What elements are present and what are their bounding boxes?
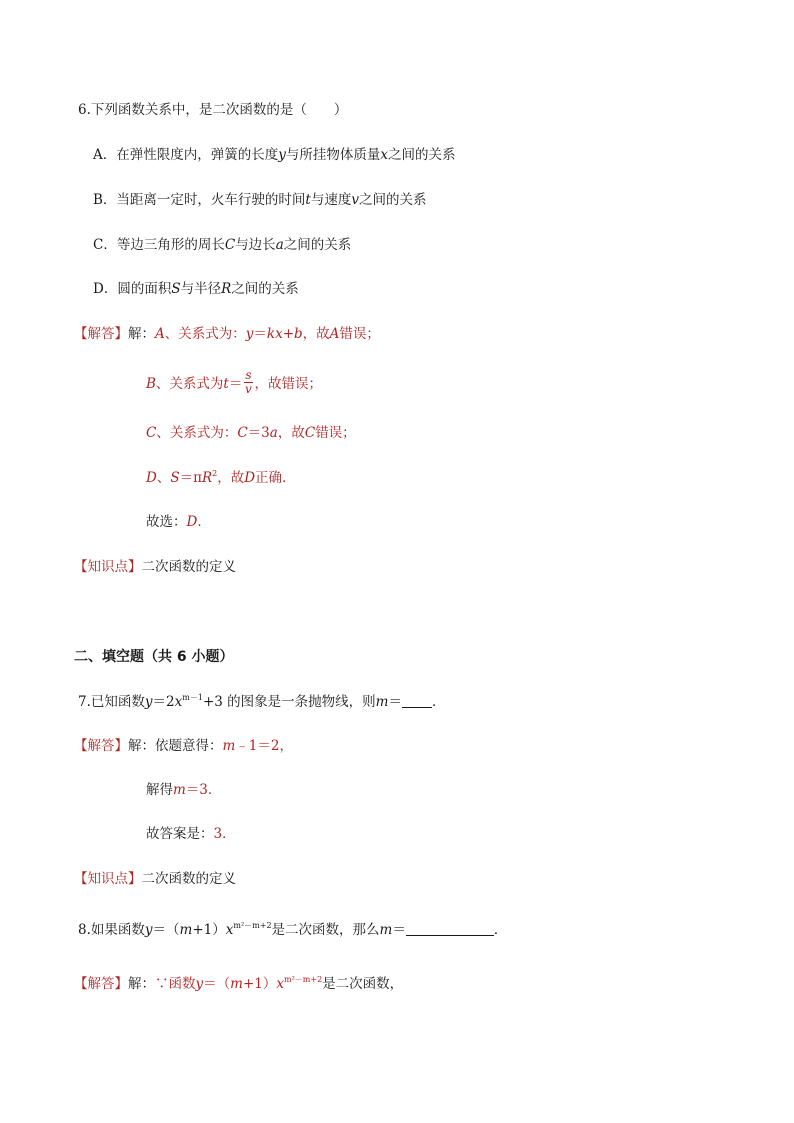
q6-option-b: B．当距离一定时，火车行驶的时间t与速度v之间的关系 [93,192,427,208]
q7-answer-line-2: 解得m＝3． [146,782,222,798]
q6-option-d: D．圆的面积S与半径R之间的关系 [93,281,299,297]
q6-answer-line-3: C、关系式为：C＝3a，故C错误； [146,425,356,441]
q7-knowledge-point: 【知识点】二次函数的定义 [74,871,236,887]
answer-blank[interactable] [406,921,494,936]
answer-tag: 【解答】 [74,326,128,342]
section-title: 二、填空题（共 6 小题） [74,649,234,665]
q6-stem: 6.下列函数关系中，是二次函数的是（ ） [78,102,348,118]
q6-option-a: A．在弹性限度内，弹簧的长度y与所挂物体质量x之间的关系 [93,147,456,163]
q6-answer-line-5: 故选：D． [146,514,211,530]
answer-blank[interactable] [402,693,432,708]
q6-answer-line-1: 【解答】解：A、关系式为：y＝kx+b，故A错误； [74,326,380,342]
q6-answer-line-4: D、$S=\pi R^2$，故D正确． [146,469,296,486]
q7-stem: 7.已知函数$y=2x^{m-1}+3$ 的图象是一条抛物线，则m＝ ． [78,693,446,710]
q7-answer-line-1: 【解答】解：依题意得：m﹣1＝2， [74,738,293,754]
q6-answer-line-2: B、关系式为t＝ $\frac{s}{v}$ ，故错误； [146,368,323,396]
q6-option-c: C．等边三角形的周长C与边长a之间的关系 [93,237,352,253]
knowledge-tag: 【知识点】 [74,559,142,575]
fraction-s-over-v: $\frac{s}{v}$ [245,368,252,396]
q6-knowledge-point: 【知识点】二次函数的定义 [74,559,236,575]
q8-stem: 8.如果函数$y=(m+1)x^{m^2-m+2}$是二次函数，那么m＝ ． [78,921,508,938]
q7-answer-line-3: 故答案是：3． [146,826,236,842]
q8-answer-line-1: 【解答】解：∵函数$y=(m+1)x^{m^2-m+2}$是二次函数， [74,975,404,992]
